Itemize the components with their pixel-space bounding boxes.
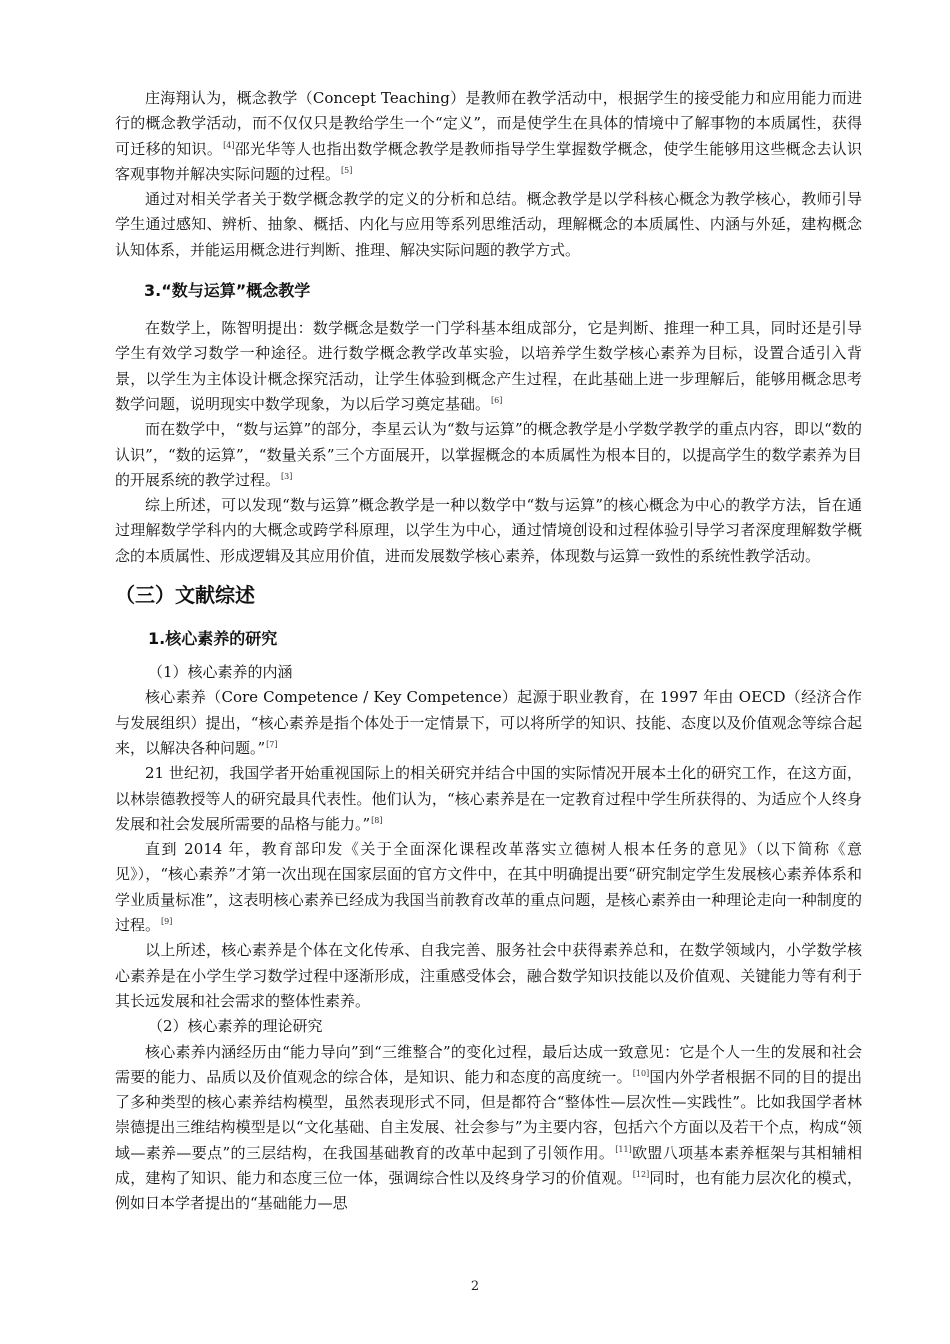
paragraph: 核心素养内涵经历由“能力导向”到“三维整合”的变化过程，最后达成一致意见：它是个人一生的发展和社会需要的能力、品质以及价值观念的综合体，是知识、能力和态度的高度统一。[10]国内外学者根据不同的目的提出了多种类型的核心素养结构模型，虽然表现形式不同，但是都符合“整体性—层次性—实践性”。比如我国学者林崇德提出三维结构模型是以“文化基础、自主发展、社会参与”为主要内容，包括六个方面以及若干个点，构成“领域—素养—要点”的三层结构，在我国基础教育的改革中起到了引领作用。[11]欧盟八项基本素养框架与其相辅相成，建构了知识、能力和态度三位一体，强调综合性以及终身学习的价值观。[12]同时，也有能力层次化的模式，例如日本学者提出的“基础能力—思 — [115, 1042, 862, 1213]
paragraph: 核心素养（Core Competence / Key Competence）起源于职业教育，在 1997 年由 OECD（经济合作与发展组织）提出，“核心素养是指个体处于一定情景下，可以将所学的知识、技能、态度以及价值观念等综合起来，以解决各种问题。”[7] — [115, 688, 862, 757]
citation: [8] — [371, 815, 383, 825]
subsection-heading: 3.“数与运算”概念教学 — [144, 281, 311, 301]
citation: [6] — [491, 395, 503, 405]
paragraph: 在数学上，陈智明提出：数学概念是数学一门学科基本组成部分，它是判断、推理一种工具，同时还是引导学生有效学习数学一种途径。进行数学概念教学改革实验，以培养学生数学核心素养为目标，设置合适引入背景，以学生为主体设计概念探究活动，让学生体验到概念产生过程，在此基础上进一步理解后，能够用概念思考数学问题，说明现实中数学现象，为以后学习奠定基础。[6] — [115, 319, 862, 413]
citation: [7] — [266, 739, 278, 749]
paragraph: 综上所述，可以发现“数与运算”概念教学是一种以数学中“数与运算”的核心概念为中心的教学方法，旨在通过理解数学学科内的大概念或跨学科原理，以学生为中心，通过情境创设和过程体验引导学习者深度理解数学概念的本质属性、形成逻辑及其应用价值，进而发展数学核心素养，体现数与运算一致性的系统性教学活动。 — [115, 496, 862, 565]
paragraph: 庄海翔认为，概念教学（Concept Teaching）是教师在教学活动中，根据学生的接受能力和应用能力而进行的概念教学活动，而不仅仅只是教给学生一个“定义”，而是使学生在具体的情境中了解事物的本质属性，获得可迁移的知识。[4]邵光华等人也指出数学概念教学是教师指导学生掌握数学概念，使学生能够用这些概念去认识客观事物并解决实际问题的过程。[5] — [115, 89, 862, 183]
section-heading: （三）文献综述 — [115, 583, 255, 608]
paragraph: 而在数学中，“数与运算”的部分，李星云认为“数与运算”的概念教学是小学数学教学的重点内容，即以“数的认识”，“数的运算”，“数量关系”三个方面展开，以掌握概念的本质属性为根本目的，以提高学生的数学素养为目的开展系统的教学过程。[3] — [115, 420, 862, 489]
subsubsection-heading: （1）核心素养的内涵 — [148, 663, 293, 682]
paragraph: 通过对相关学者关于数学概念教学的定义的分析和总结。概念教学是以学科核心概念为教学核心，教师引导学生通过感知、辨析、抽象、概括、内化与应用等系列思维活动，理解概念的本质属性、内涵与外延，建构概念认知体系，并能运用概念进行判断、推理、解决实际问题的教学方式。 — [115, 190, 862, 259]
paragraph: 21 世纪初，我国学者开始重视国际上的相关研究并结合中国的实际情况开展本土化的研究工作，在这方面，以林崇德教授等人的研究最具代表性。他们认为，“核心素养是在一定教育过程中学生所获得的、为适应个人终身发展和社会发展所需要的品格与能力。”[8] — [115, 764, 862, 833]
subsubsection-heading: （2）核心素养的理论研究 — [148, 1017, 323, 1036]
citation: [11] — [615, 1144, 632, 1154]
citation: [5] — [341, 165, 353, 175]
citation: [9] — [161, 917, 173, 927]
citation: [4] — [223, 140, 235, 150]
paragraph: 以上所述，核心素养是个体在文化传承、自我完善、服务社会中获得素养总和，在数学领域内，小学数学核心素养是在小学生学习数学过程中逐渐形成，注重感受体会，融合数学知识技能以及价值观、关键能力等有利于其长远发展和社会需求的整体性素养。 — [115, 941, 862, 1010]
citation: [3] — [281, 471, 293, 481]
subsection-heading: 1.核心素养的研究 — [148, 629, 278, 649]
citation: [12] — [632, 1169, 650, 1179]
paragraph: 直到 2014 年，教育部印发《关于全面深化课程改革落实立德树人根本任务的意见》（以下简称《意见》），“核心素养”才第一次出现在国家层面的官方文件中，在其中明确提出要“研究制定学生发展核心素养体系和学业质量标准”，这表明核心素养已经成为我国当前教育改革的重点问题，是核心素养由一种理论走向一种制度的过程。[9] — [115, 840, 862, 935]
citation: [10] — [632, 1068, 650, 1078]
page-number: 2 — [470, 1279, 480, 1294]
